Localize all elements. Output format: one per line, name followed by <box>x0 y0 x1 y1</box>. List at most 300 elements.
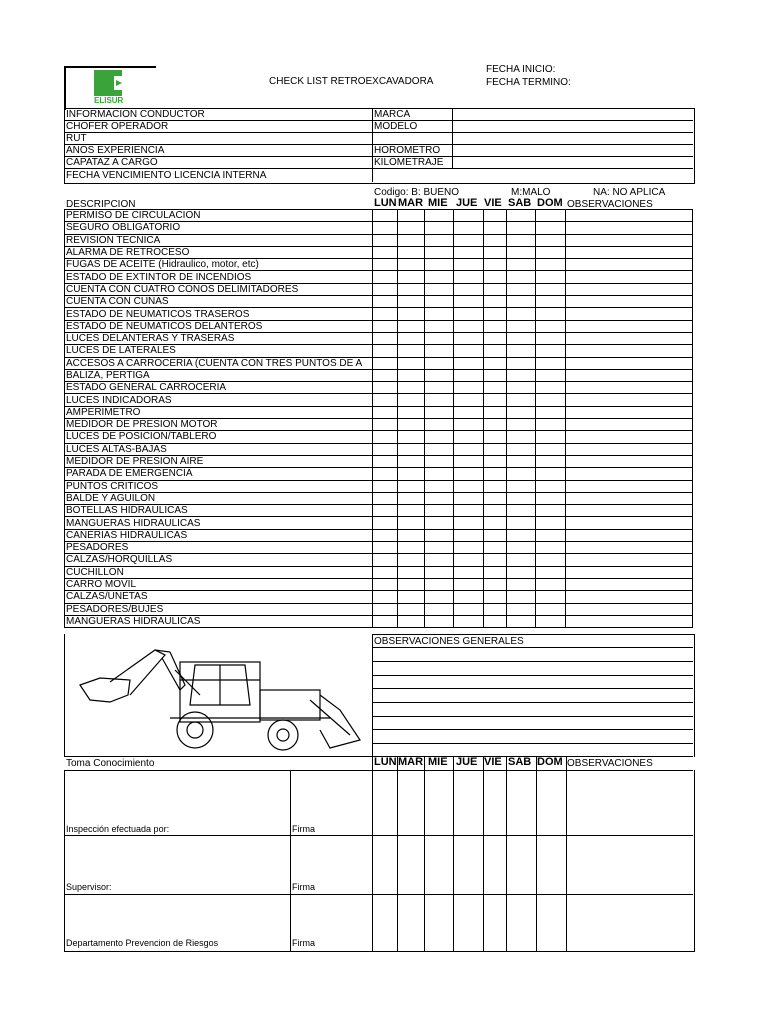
day-check-cell[interactable] <box>536 615 566 627</box>
day-check-cell[interactable] <box>397 419 424 431</box>
day-check-cell[interactable] <box>506 468 536 480</box>
day-check-cell[interactable] <box>372 468 397 480</box>
day-check-cell[interactable] <box>424 394 453 406</box>
day-check-cell[interactable] <box>453 603 483 615</box>
checklist-row <box>65 406 693 418</box>
day-check-cell[interactable] <box>424 505 453 517</box>
day-check-cell[interactable] <box>483 603 506 615</box>
item-description: ACCESOS A CARROCERIA (CUENTA CON TRES PUNTOS DE A <box>65 357 373 369</box>
day-check-cell[interactable] <box>506 554 536 566</box>
day-check-cell[interactable] <box>536 480 566 492</box>
day-check-cell[interactable] <box>483 271 506 283</box>
day-check-cell[interactable] <box>483 382 506 394</box>
day-check-cell[interactable] <box>536 529 566 541</box>
day-check-cell[interactable] <box>483 283 506 295</box>
item-description: CUENTA CON CUÑAS <box>65 296 373 308</box>
observation-cell[interactable] <box>566 603 693 615</box>
day-check-cell[interactable] <box>483 345 506 357</box>
day-check-cell[interactable] <box>372 578 397 590</box>
day-check-cell[interactable] <box>424 492 453 504</box>
day-check-cell[interactable] <box>372 246 397 258</box>
day-check-cell[interactable] <box>424 320 453 332</box>
day-check-cell[interactable] <box>483 222 506 234</box>
day-check-cell[interactable] <box>506 517 536 529</box>
day-check-cell[interactable] <box>424 259 453 271</box>
sig-inspeccion-label: Inspección efectuada por: <box>66 824 170 834</box>
day-check-cell[interactable] <box>372 369 397 381</box>
day-check-cell[interactable] <box>483 259 506 271</box>
day-check-cell[interactable] <box>453 542 483 554</box>
observation-cell[interactable] <box>566 492 693 504</box>
observation-cell[interactable] <box>566 554 693 566</box>
day-check-cell[interactable] <box>397 554 424 566</box>
day-check-cell[interactable] <box>397 517 424 529</box>
day-check-cell[interactable] <box>536 308 566 320</box>
day-check-cell[interactable] <box>372 529 397 541</box>
day-check-cell[interactable] <box>506 480 536 492</box>
day-check-cell[interactable] <box>483 332 506 344</box>
day-check-cell[interactable] <box>453 357 483 369</box>
day-check-cell[interactable] <box>372 492 397 504</box>
day-check-cell[interactable] <box>397 332 424 344</box>
day-check-cell[interactable] <box>372 455 397 467</box>
day-check-cell[interactable] <box>424 369 453 381</box>
day-check-cell[interactable] <box>453 455 483 467</box>
day-check-cell[interactable] <box>453 259 483 271</box>
day-check-cell[interactable] <box>506 210 536 222</box>
day-check-cell[interactable] <box>506 369 536 381</box>
day-check-cell[interactable] <box>424 603 453 615</box>
day-check-cell[interactable] <box>536 468 566 480</box>
day-check-cell[interactable] <box>424 591 453 603</box>
observation-cell[interactable] <box>566 369 693 381</box>
day-check-cell[interactable] <box>483 542 506 554</box>
day-check-cell[interactable] <box>506 394 536 406</box>
day-check-cell[interactable] <box>453 492 483 504</box>
day-check-cell[interactable] <box>506 382 536 394</box>
observation-cell[interactable] <box>566 296 693 308</box>
day-check-cell[interactable] <box>372 320 397 332</box>
day-check-cell[interactable] <box>397 394 424 406</box>
observation-cell[interactable] <box>566 406 693 418</box>
day-check-cell[interactable] <box>506 320 536 332</box>
day-check-cell[interactable] <box>483 394 506 406</box>
day-check-cell[interactable] <box>453 578 483 590</box>
day-check-cell[interactable] <box>536 517 566 529</box>
day-check-cell[interactable] <box>536 431 566 443</box>
day-check-cell[interactable] <box>506 332 536 344</box>
day-check-cell[interactable] <box>483 517 506 529</box>
day-check-cell[interactable] <box>506 505 536 517</box>
day-check-cell[interactable] <box>536 455 566 467</box>
day-check-cell[interactable] <box>397 455 424 467</box>
observation-cell[interactable] <box>566 578 693 590</box>
observation-cell[interactable] <box>566 320 693 332</box>
day-check-cell[interactable] <box>483 357 506 369</box>
day-check-cell[interactable] <box>397 529 424 541</box>
day-check-cell[interactable] <box>397 259 424 271</box>
day-check-cell[interactable] <box>506 492 536 504</box>
checklist-row <box>65 517 693 529</box>
day-check-cell[interactable] <box>506 578 536 590</box>
observation-cell[interactable] <box>566 505 693 517</box>
day-check-cell[interactable] <box>536 332 566 344</box>
day-check-cell[interactable] <box>424 455 453 467</box>
day-check-cell[interactable] <box>372 591 397 603</box>
day-check-cell[interactable] <box>536 394 566 406</box>
day-check-cell[interactable] <box>453 554 483 566</box>
day-check-cell[interactable] <box>372 554 397 566</box>
item-description: LUCES DE LATERALES <box>65 345 373 357</box>
observation-cell[interactable] <box>566 566 693 578</box>
day-check-cell[interactable] <box>372 615 397 627</box>
day-mie-bottom: MIE <box>428 756 448 768</box>
day-check-cell[interactable] <box>483 492 506 504</box>
day-check-cell[interactable] <box>372 603 397 615</box>
day-check-cell[interactable] <box>536 246 566 258</box>
day-check-cell[interactable] <box>536 283 566 295</box>
day-check-cell[interactable] <box>453 480 483 492</box>
day-check-cell[interactable] <box>483 529 506 541</box>
day-check-cell[interactable] <box>424 406 453 418</box>
day-check-cell[interactable] <box>483 431 506 443</box>
day-check-cell[interactable] <box>453 443 483 455</box>
day-check-cell[interactable] <box>536 591 566 603</box>
day-check-cell[interactable] <box>372 271 397 283</box>
day-check-cell[interactable] <box>483 591 506 603</box>
observation-cell[interactable] <box>566 332 693 344</box>
day-check-cell[interactable] <box>536 382 566 394</box>
day-check-cell[interactable] <box>453 591 483 603</box>
day-check-cell[interactable] <box>453 210 483 222</box>
day-check-cell[interactable] <box>506 222 536 234</box>
observation-cell[interactable] <box>566 259 693 271</box>
day-check-cell[interactable] <box>453 529 483 541</box>
day-check-cell[interactable] <box>536 357 566 369</box>
item-description: ALARMA DE RETROCESO <box>65 246 373 258</box>
item-description: PARADA DE EMERGENCIA <box>65 468 373 480</box>
observation-cell[interactable] <box>566 443 693 455</box>
day-check-cell[interactable] <box>483 480 506 492</box>
day-check-cell[interactable] <box>483 308 506 320</box>
day-check-cell[interactable] <box>453 419 483 431</box>
day-check-cell[interactable] <box>453 320 483 332</box>
item-description: MANGUERAS HIDRAULICAS <box>65 615 373 627</box>
day-check-cell[interactable] <box>506 296 536 308</box>
day-check-cell[interactable] <box>506 308 536 320</box>
day-check-cell[interactable] <box>453 431 483 443</box>
day-check-cell[interactable] <box>536 443 566 455</box>
day-check-cell[interactable] <box>536 603 566 615</box>
item-description: ESTADO DE NEUMATICOS TRASEROS <box>65 308 373 320</box>
observation-cell[interactable] <box>566 246 693 258</box>
observation-cell[interactable] <box>566 591 693 603</box>
day-check-cell[interactable] <box>424 566 453 578</box>
day-check-cell[interactable] <box>372 431 397 443</box>
day-check-cell[interactable] <box>506 234 536 246</box>
day-check-cell[interactable] <box>424 468 453 480</box>
day-check-cell[interactable] <box>506 357 536 369</box>
day-check-cell[interactable] <box>424 615 453 627</box>
day-check-cell[interactable] <box>372 283 397 295</box>
day-check-cell[interactable] <box>506 271 536 283</box>
day-check-cell[interactable] <box>372 308 397 320</box>
day-check-cell[interactable] <box>453 222 483 234</box>
observation-cell[interactable] <box>566 529 693 541</box>
day-check-cell[interactable] <box>506 566 536 578</box>
observation-cell[interactable] <box>566 382 693 394</box>
day-check-cell[interactable] <box>372 394 397 406</box>
day-check-cell[interactable] <box>453 505 483 517</box>
day-check-cell[interactable] <box>424 332 453 344</box>
day-check-cell[interactable] <box>536 234 566 246</box>
day-check-cell[interactable] <box>506 455 536 467</box>
day-check-cell[interactable] <box>397 357 424 369</box>
observation-cell[interactable] <box>566 222 693 234</box>
day-check-cell[interactable] <box>483 455 506 467</box>
item-description: CUCHILLON <box>65 566 373 578</box>
day-check-cell[interactable] <box>424 308 453 320</box>
checklist-row <box>65 591 693 603</box>
day-check-cell[interactable] <box>536 210 566 222</box>
day-check-cell[interactable] <box>483 554 506 566</box>
day-check-cell[interactable] <box>372 517 397 529</box>
day-check-cell[interactable] <box>372 357 397 369</box>
sig-prevencion-label: Departamento Prevencion de Riesgos <box>66 938 219 948</box>
day-check-cell[interactable] <box>424 222 453 234</box>
day-check-cell[interactable] <box>397 308 424 320</box>
day-check-cell[interactable] <box>453 406 483 418</box>
day-check-cell[interactable] <box>424 419 453 431</box>
day-check-cell[interactable] <box>424 529 453 541</box>
day-check-cell[interactable] <box>397 591 424 603</box>
day-check-cell[interactable] <box>506 406 536 418</box>
day-check-cell[interactable] <box>536 271 566 283</box>
day-check-cell[interactable] <box>424 578 453 590</box>
day-check-cell[interactable] <box>372 234 397 246</box>
day-check-cell[interactable] <box>483 296 506 308</box>
day-check-cell[interactable] <box>506 419 536 431</box>
day-lun: LUN <box>374 197 397 209</box>
day-check-cell[interactable] <box>397 406 424 418</box>
day-check-cell[interactable] <box>397 566 424 578</box>
day-check-cell[interactable] <box>453 246 483 258</box>
day-check-cell[interactable] <box>397 234 424 246</box>
day-check-cell[interactable] <box>536 566 566 578</box>
day-check-cell[interactable] <box>506 542 536 554</box>
day-check-cell[interactable] <box>536 259 566 271</box>
observation-cell[interactable] <box>566 210 693 222</box>
observation-cell[interactable] <box>566 271 693 283</box>
day-check-cell[interactable] <box>424 517 453 529</box>
day-check-cell[interactable] <box>536 542 566 554</box>
day-check-cell[interactable] <box>453 271 483 283</box>
day-check-cell[interactable] <box>397 480 424 492</box>
day-check-cell[interactable] <box>397 320 424 332</box>
day-check-cell[interactable] <box>397 369 424 381</box>
day-check-cell[interactable] <box>424 271 453 283</box>
day-check-cell[interactable] <box>483 406 506 418</box>
item-description: LUCES INDICADORAS <box>65 394 373 406</box>
observation-cell[interactable] <box>566 394 693 406</box>
observation-cell[interactable] <box>566 517 693 529</box>
day-check-cell[interactable] <box>483 578 506 590</box>
day-check-cell[interactable] <box>397 443 424 455</box>
day-check-cell[interactable] <box>424 283 453 295</box>
checklist-table <box>64 209 693 628</box>
day-check-cell[interactable] <box>483 369 506 381</box>
day-check-cell[interactable] <box>536 554 566 566</box>
day-check-cell[interactable] <box>453 394 483 406</box>
day-check-cell[interactable] <box>483 246 506 258</box>
day-check-cell[interactable] <box>506 431 536 443</box>
day-check-cell[interactable] <box>453 283 483 295</box>
day-check-cell[interactable] <box>536 345 566 357</box>
day-check-cell[interactable] <box>397 615 424 627</box>
day-check-cell[interactable] <box>453 615 483 627</box>
day-check-cell[interactable] <box>372 566 397 578</box>
code-malo: M:MALO <box>511 187 551 198</box>
day-check-cell[interactable] <box>372 259 397 271</box>
day-check-cell[interactable] <box>483 615 506 627</box>
day-check-cell[interactable] <box>372 406 397 418</box>
day-check-cell[interactable] <box>397 603 424 615</box>
day-check-cell[interactable] <box>397 542 424 554</box>
day-check-cell[interactable] <box>397 468 424 480</box>
observation-cell[interactable] <box>566 345 693 357</box>
observation-cell[interactable] <box>566 234 693 246</box>
signature-grid <box>64 770 695 952</box>
day-check-cell[interactable] <box>424 210 453 222</box>
observation-cell[interactable] <box>566 283 693 295</box>
day-check-cell[interactable] <box>397 345 424 357</box>
observation-cell[interactable] <box>566 308 693 320</box>
day-check-cell[interactable] <box>506 283 536 295</box>
day-check-cell[interactable] <box>372 296 397 308</box>
day-check-cell[interactable] <box>453 234 483 246</box>
day-check-cell[interactable] <box>483 468 506 480</box>
day-check-cell[interactable] <box>424 443 453 455</box>
day-check-cell[interactable] <box>483 443 506 455</box>
observation-cell[interactable] <box>566 480 693 492</box>
checklist-row <box>65 332 693 344</box>
day-check-cell[interactable] <box>397 382 424 394</box>
day-check-cell[interactable] <box>536 578 566 590</box>
day-check-cell[interactable] <box>536 492 566 504</box>
checklist-row <box>65 296 693 308</box>
day-check-cell[interactable] <box>506 603 536 615</box>
item-description: AMPERIMETRO <box>65 406 373 418</box>
day-check-cell[interactable] <box>506 259 536 271</box>
observation-cell[interactable] <box>566 431 693 443</box>
day-check-cell[interactable] <box>372 505 397 517</box>
day-check-cell[interactable] <box>536 320 566 332</box>
day-check-cell[interactable] <box>453 566 483 578</box>
day-check-cell[interactable] <box>536 222 566 234</box>
observation-cell[interactable] <box>566 357 693 369</box>
day-check-cell[interactable] <box>372 345 397 357</box>
day-check-cell[interactable] <box>536 419 566 431</box>
day-check-cell[interactable] <box>483 210 506 222</box>
day-check-cell[interactable] <box>397 578 424 590</box>
day-check-cell[interactable] <box>536 406 566 418</box>
day-check-cell[interactable] <box>372 443 397 455</box>
day-check-cell[interactable] <box>424 296 453 308</box>
observation-cell[interactable] <box>566 468 693 480</box>
day-check-cell[interactable] <box>453 517 483 529</box>
day-check-cell[interactable] <box>424 345 453 357</box>
sig-prevencion-firma: Firma <box>292 938 315 948</box>
day-check-cell[interactable] <box>483 566 506 578</box>
day-check-cell[interactable] <box>453 345 483 357</box>
item-description: PESADORES/BUJES <box>65 603 373 615</box>
day-check-cell[interactable] <box>424 382 453 394</box>
day-check-cell[interactable] <box>424 480 453 492</box>
day-check-cell[interactable] <box>397 492 424 504</box>
checklist-row <box>65 369 693 381</box>
observation-cell[interactable] <box>566 615 693 627</box>
day-check-cell[interactable] <box>506 345 536 357</box>
observation-cell[interactable] <box>566 419 693 431</box>
day-check-cell[interactable] <box>453 332 483 344</box>
day-check-cell[interactable] <box>424 234 453 246</box>
day-check-cell[interactable] <box>483 419 506 431</box>
day-check-cell[interactable] <box>424 357 453 369</box>
day-check-cell[interactable] <box>424 554 453 566</box>
day-check-cell[interactable] <box>453 308 483 320</box>
day-check-cell[interactable] <box>506 529 536 541</box>
observation-cell[interactable] <box>566 542 693 554</box>
day-check-cell[interactable] <box>372 332 397 344</box>
day-check-cell[interactable] <box>397 283 424 295</box>
day-check-cell[interactable] <box>506 246 536 258</box>
day-check-cell[interactable] <box>372 210 397 222</box>
day-check-cell[interactable] <box>453 468 483 480</box>
info-horometro: HOROMETRO <box>374 145 441 156</box>
day-check-cell[interactable] <box>397 210 424 222</box>
obs-generales-box <box>372 634 695 757</box>
day-check-cell[interactable] <box>372 382 397 394</box>
day-check-cell[interactable] <box>372 542 397 554</box>
day-check-cell[interactable] <box>372 480 397 492</box>
day-check-cell[interactable] <box>536 369 566 381</box>
day-check-cell[interactable] <box>424 542 453 554</box>
day-check-cell[interactable] <box>424 246 453 258</box>
day-check-cell[interactable] <box>483 234 506 246</box>
day-check-cell[interactable] <box>397 246 424 258</box>
day-check-cell[interactable] <box>397 271 424 283</box>
day-check-cell[interactable] <box>536 296 566 308</box>
day-check-cell[interactable] <box>483 505 506 517</box>
day-check-cell[interactable] <box>483 320 506 332</box>
observation-cell[interactable] <box>566 455 693 467</box>
info-chofer: CHOFER OPERADOR <box>66 121 169 132</box>
day-check-cell[interactable] <box>506 443 536 455</box>
day-check-cell[interactable] <box>453 296 483 308</box>
day-check-cell[interactable] <box>397 505 424 517</box>
day-check-cell[interactable] <box>397 222 424 234</box>
day-check-cell[interactable] <box>453 382 483 394</box>
day-check-cell[interactable] <box>453 369 483 381</box>
day-check-cell[interactable] <box>424 431 453 443</box>
day-check-cell[interactable] <box>536 505 566 517</box>
day-check-cell[interactable] <box>397 431 424 443</box>
day-check-cell[interactable] <box>397 296 424 308</box>
day-check-cell[interactable] <box>372 222 397 234</box>
day-check-cell[interactable] <box>506 615 536 627</box>
day-check-cell[interactable] <box>506 591 536 603</box>
day-check-cell[interactable] <box>372 419 397 431</box>
